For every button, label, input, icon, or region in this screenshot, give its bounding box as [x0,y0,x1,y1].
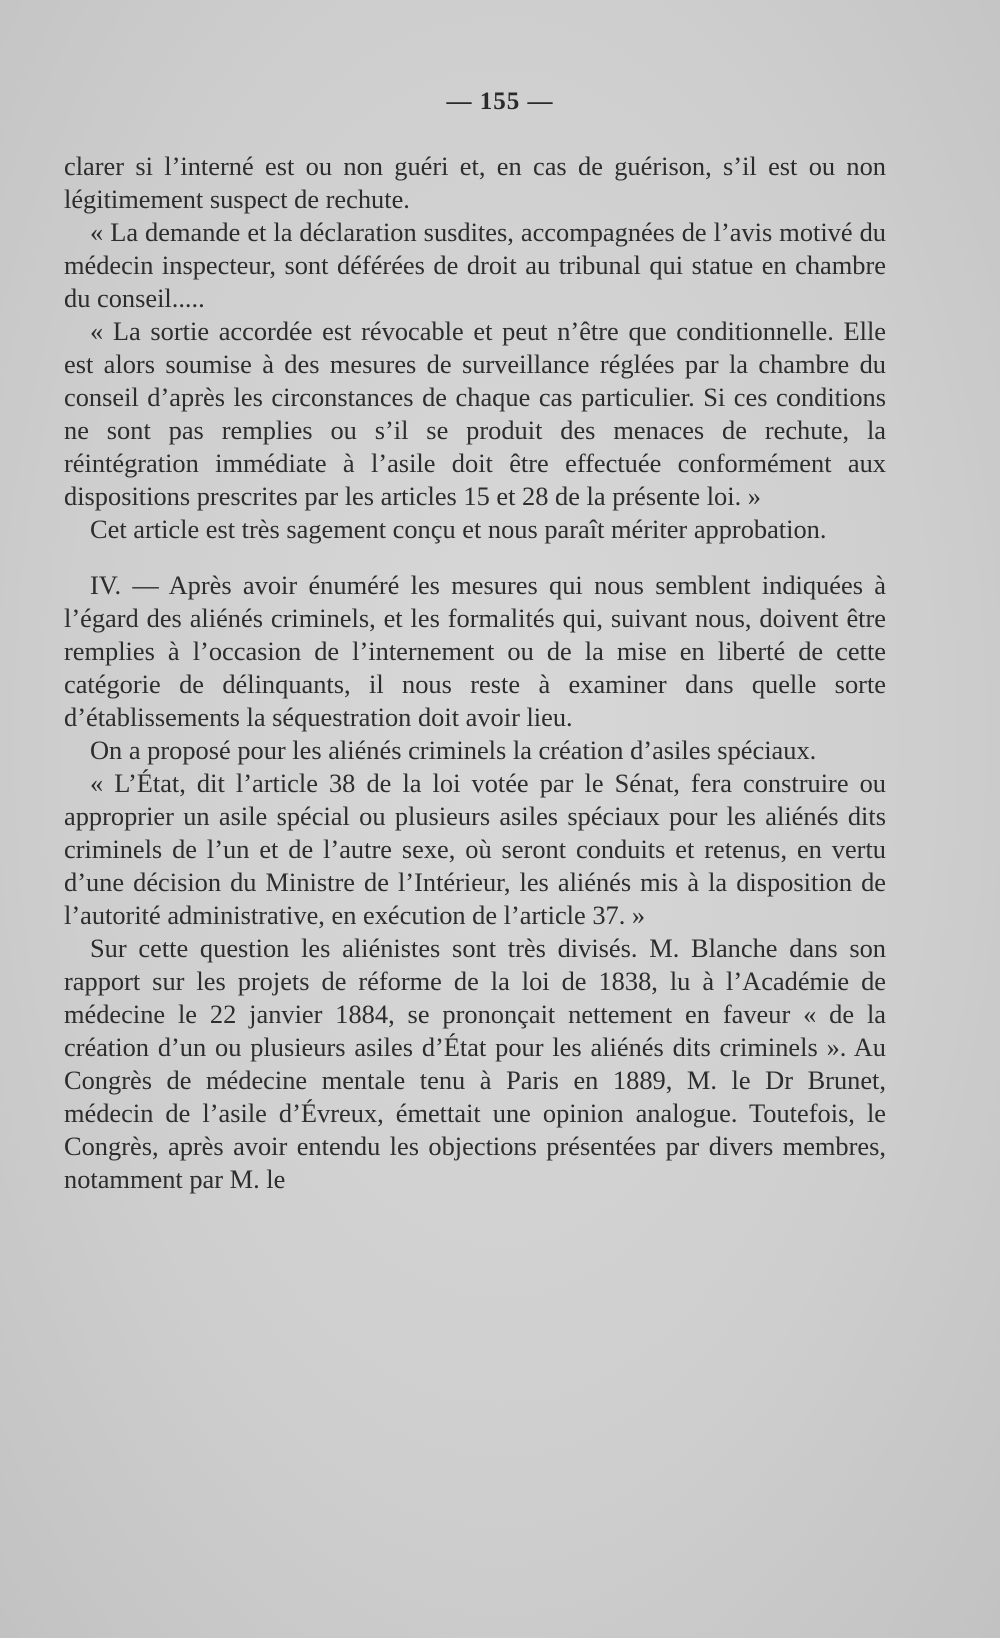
paragraph-continuation: clarer si l’interné est ou non guéri et, en cas de guérison, s’il est ou non légitimement suspect de rechute. [64,151,886,214]
paragraph-quote-sortie: « La sortie accordée est révocable et peut n’être que conditionnelle. Elle est alors soumise à des mesures de surveillance réglées par la chambre du conseil d’après les circonstances de chaque cas particulier. Si ces conditions ne sont pas remplies ou s’il se produit des menaces de rechute, la réintégration immédiate à l’asile doit être effectuée conformément aux dispositions prescrites par les articles 15 et 28 de la présente loi. » [64,316,886,511]
paragraph-asiles-speciaux: On a proposé pour les aliénés criminels la création d’asiles spéciaux. [90,735,817,765]
body-text [64,150,886,1196]
paragraph-section-iv: IV. — Après avoir énuméré les mesures qui nous semblent indiquées à l’égard des aliénés criminels, et les formalités qui, suivant nous, doivent être remplies à l’occasion de l’internement ou de la mise en liberté de cette catégorie de délinquants, il nous reste à examiner dans quelle sorte d’établissements la séquestration doit avoir lieu. [64,570,886,732]
paragraph-approbation: Cet article est très sagement conçu et nous paraît mériter approbation. [90,514,827,544]
paragraph-alienistes: Sur cette question les aliénistes sont très divisés. M. Blanche dans son rapport sur les projets de réforme de la loi de 1838, lu à l’Académie de médecine le 22 janvier 1884, se prononçait nettement en faveur « de la création d’un ou plusieurs asiles d’État pour les aliénés dits criminels ». Au Congrès de médecine mentale tenu à Paris en 1889, M. le Dr Brunet, médecin de l’asile d’Évreux, émettait une opinion analogue. Toutefois, le Congrès, après avoir entendu les objections présentées par divers membres, notamment par M. le [64,933,886,1194]
paragraph-quote-demande: « La demande et la déclaration susdites, accompagnées de l’avis motivé du médecin inspecteur, sont déférées de droit au tribunal qui statue en chambre du conseil..... [64,217,886,313]
paragraph-quote-article-38: « L’État, dit l’article 38 de la loi votée par le Sénat, fera construire ou approprier un asile spécial ou plusieurs asiles spéciaux pour les aliénés dits criminels de l’un et de l’autre sexe, où seront conduits et retenus, en vertu d’une décision du Ministre de l’Intérieur, les aliénés mis à la disposition de l’autorité administrative, en exécution de l’article 37. » [64,768,886,930]
page-number: — 155 — [446,88,554,115]
